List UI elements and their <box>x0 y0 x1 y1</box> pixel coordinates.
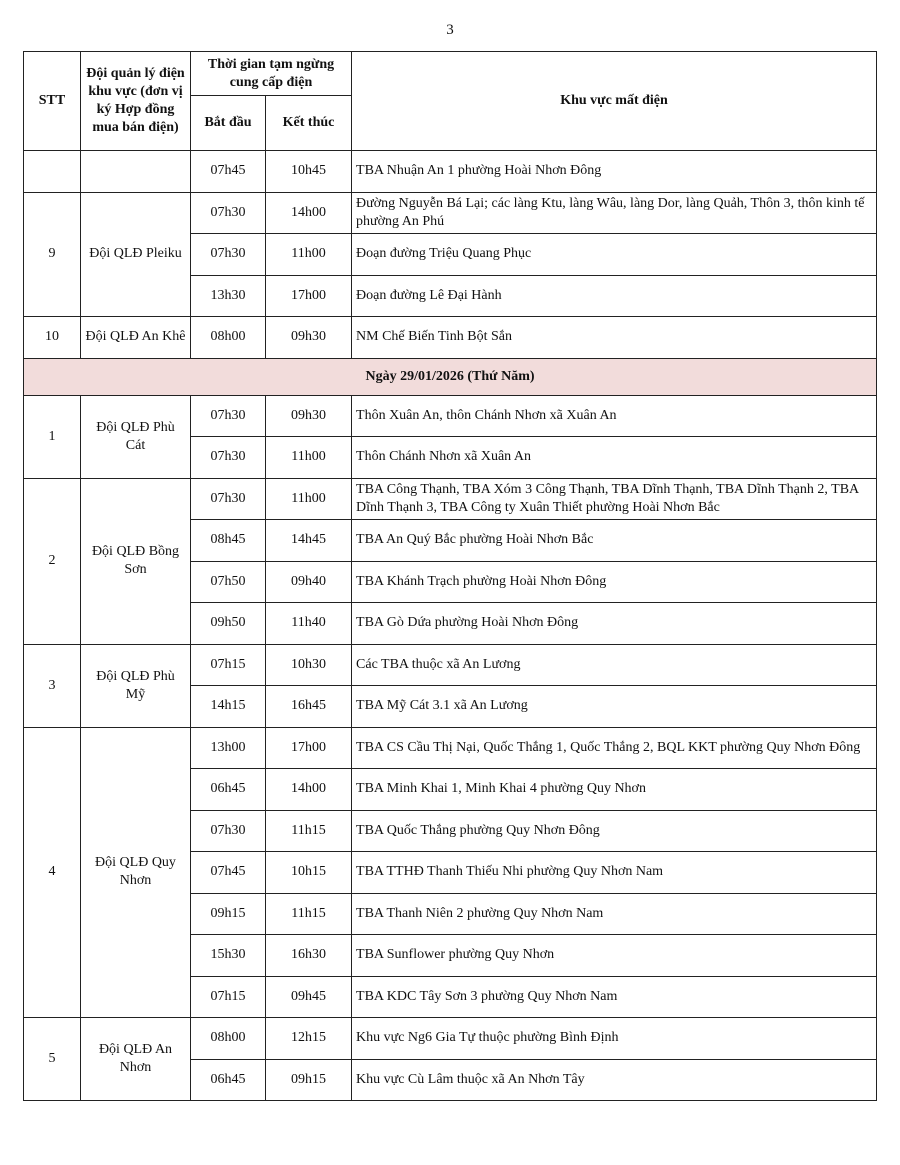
stt-cell: 9 <box>24 192 81 317</box>
outage-area: Đường Nguyễn Bá Lại; các làng Ktu, làng Wâu, làng Dor, làng Quảh, Thôn 3, thôn kinh tế phường An Phú <box>352 192 877 234</box>
start-time: 07h45 <box>191 852 266 894</box>
outage-area: Đoạn đường Lê Đại Hành <box>352 275 877 317</box>
start-time: 07h30 <box>191 192 266 234</box>
start-time: 07h30 <box>191 810 266 852</box>
stt-cell: 2 <box>24 478 81 644</box>
unit-cell <box>81 151 191 193</box>
stt-cell: 5 <box>24 1018 81 1101</box>
date-label: Ngày 29/01/2026 (Thứ Năm) <box>24 358 877 395</box>
table-row <box>24 478 877 520</box>
start-time: 13h30 <box>191 275 266 317</box>
outage-area: TBA An Quý Bắc phường Hoài Nhơn Bắc <box>352 520 877 562</box>
table-row <box>24 395 877 437</box>
unit-cell: Đội QLĐ Quy Nhơn <box>81 727 191 1018</box>
outage-area: Thôn Chánh Nhơn xã Xuân An <box>352 437 877 479</box>
start-time: 15h30 <box>191 935 266 977</box>
end-time: 09h40 <box>266 561 352 603</box>
outage-area: Khu vực Ng6 Gia Tự thuộc phường Bình Định <box>352 1018 877 1060</box>
outage-area: TBA Nhuận An 1 phường Hoài Nhơn Đông <box>352 151 877 193</box>
stt-cell: 4 <box>24 727 81 1018</box>
power-outage-schedule-table <box>23 51 877 1101</box>
end-time: 09h45 <box>266 976 352 1018</box>
start-time: 08h45 <box>191 520 266 562</box>
outage-area: Các TBA thuộc xã An Lương <box>352 644 877 686</box>
start-time: 07h30 <box>191 437 266 479</box>
start-time: 09h50 <box>191 603 266 645</box>
start-time: 09h15 <box>191 893 266 935</box>
date-section-row <box>24 358 877 395</box>
outage-area: TBA Thanh Niên 2 phường Quy Nhơn Nam <box>352 893 877 935</box>
start-time: 06h45 <box>191 769 266 811</box>
table-row <box>24 317 877 359</box>
outage-area: TBA Mỹ Cát 3.1 xã An Lương <box>352 686 877 728</box>
table-row <box>24 644 877 686</box>
outage-area: Thôn Xuân An, thôn Chánh Nhơn xã Xuân An <box>352 395 877 437</box>
end-time: 11h15 <box>266 810 352 852</box>
header-unit: Đội quản lý điện khu vực (đơn vị ký Hợp đồng mua bán điện) <box>81 52 191 151</box>
end-time: 11h40 <box>266 603 352 645</box>
page-number: 3 <box>446 22 454 38</box>
start-time: 13h00 <box>191 727 266 769</box>
outage-area: TBA TTHĐ Thanh Thiếu Nhi phường Quy Nhơn Nam <box>352 852 877 894</box>
end-time: 17h00 <box>266 727 352 769</box>
end-time: 16h30 <box>266 935 352 977</box>
start-time: 07h50 <box>191 561 266 603</box>
end-time: 10h15 <box>266 852 352 894</box>
outage-area: TBA Công Thạnh, TBA Xóm 3 Công Thạnh, TBA Dĩnh Thạnh, TBA Dĩnh Thạnh 2, TBA Dĩnh Thạnh 3, TBA Công ty Xuân Thiết phường Hoài Nhơn Bắc <box>352 478 877 520</box>
table-row <box>24 192 877 234</box>
end-time: 14h00 <box>266 769 352 811</box>
start-time: 07h30 <box>191 478 266 520</box>
outage-area: NM Chế Biến Tinh Bột Sắn <box>352 317 877 359</box>
unit-cell: Đội QLĐ An Nhơn <box>81 1018 191 1101</box>
stt-cell: 10 <box>24 317 81 359</box>
start-time: 14h15 <box>191 686 266 728</box>
outage-area: TBA Khánh Trạch phường Hoài Nhơn Đông <box>352 561 877 603</box>
header-end: Kết thúc <box>266 96 352 151</box>
table-row <box>24 1018 877 1060</box>
unit-cell: Đội QLĐ An Khê <box>81 317 191 359</box>
start-time: 07h45 <box>191 151 266 193</box>
end-time: 11h00 <box>266 478 352 520</box>
end-time: 09h30 <box>266 395 352 437</box>
end-time: 10h45 <box>266 151 352 193</box>
stt-cell: 1 <box>24 395 81 478</box>
stt-cell: 3 <box>24 644 81 727</box>
header-area: Khu vực mất điện <box>352 52 877 151</box>
end-time: 09h15 <box>266 1059 352 1101</box>
end-time: 10h30 <box>266 644 352 686</box>
outage-area: TBA CS Cầu Thị Nại, Quốc Thắng 1, Quốc Thắng 2, BQL KKT phường Quy Nhơn Đông <box>352 727 877 769</box>
start-time: 07h30 <box>191 234 266 276</box>
start-time: 07h15 <box>191 976 266 1018</box>
end-time: 17h00 <box>266 275 352 317</box>
outage-area: TBA Gò Dứa phường Hoài Nhơn Đông <box>352 603 877 645</box>
end-time: 14h00 <box>266 192 352 234</box>
outage-area: TBA KDC Tây Sơn 3 phường Quy Nhơn Nam <box>352 976 877 1018</box>
start-time: 07h30 <box>191 395 266 437</box>
outage-area: TBA Sunflower phường Quy Nhơn <box>352 935 877 977</box>
table-row <box>24 727 877 769</box>
outage-area: TBA Minh Khai 1, Minh Khai 4 phường Quy Nhơn <box>352 769 877 811</box>
end-time: 11h15 <box>266 893 352 935</box>
start-time: 07h15 <box>191 644 266 686</box>
outage-area: Khu vực Cù Lâm thuộc xã An Nhơn Tây <box>352 1059 877 1101</box>
unit-cell: Đội QLĐ Bồng Sơn <box>81 478 191 644</box>
end-time: 16h45 <box>266 686 352 728</box>
end-time: 12h15 <box>266 1018 352 1060</box>
start-time: 08h00 <box>191 1018 266 1060</box>
outage-area: Đoạn đường Triệu Quang Phục <box>352 234 877 276</box>
unit-cell: Đội QLĐ Pleiku <box>81 192 191 317</box>
end-time: 14h45 <box>266 520 352 562</box>
outage-area: TBA Quốc Thắng phường Quy Nhơn Đông <box>352 810 877 852</box>
table-row <box>24 151 877 193</box>
unit-cell: Đội QLĐ Phù Cát <box>81 395 191 478</box>
end-time: 11h00 <box>266 234 352 276</box>
start-time: 06h45 <box>191 1059 266 1101</box>
end-time: 09h30 <box>266 317 352 359</box>
header-start: Bắt đầu <box>191 96 266 151</box>
header-time-group: Thời gian tạm ngừng cung cấp điện <box>191 52 352 96</box>
stt-cell <box>24 151 81 193</box>
unit-cell: Đội QLĐ Phù Mỹ <box>81 644 191 727</box>
header-stt: STT <box>24 52 81 151</box>
start-time: 08h00 <box>191 317 266 359</box>
end-time: 11h00 <box>266 437 352 479</box>
